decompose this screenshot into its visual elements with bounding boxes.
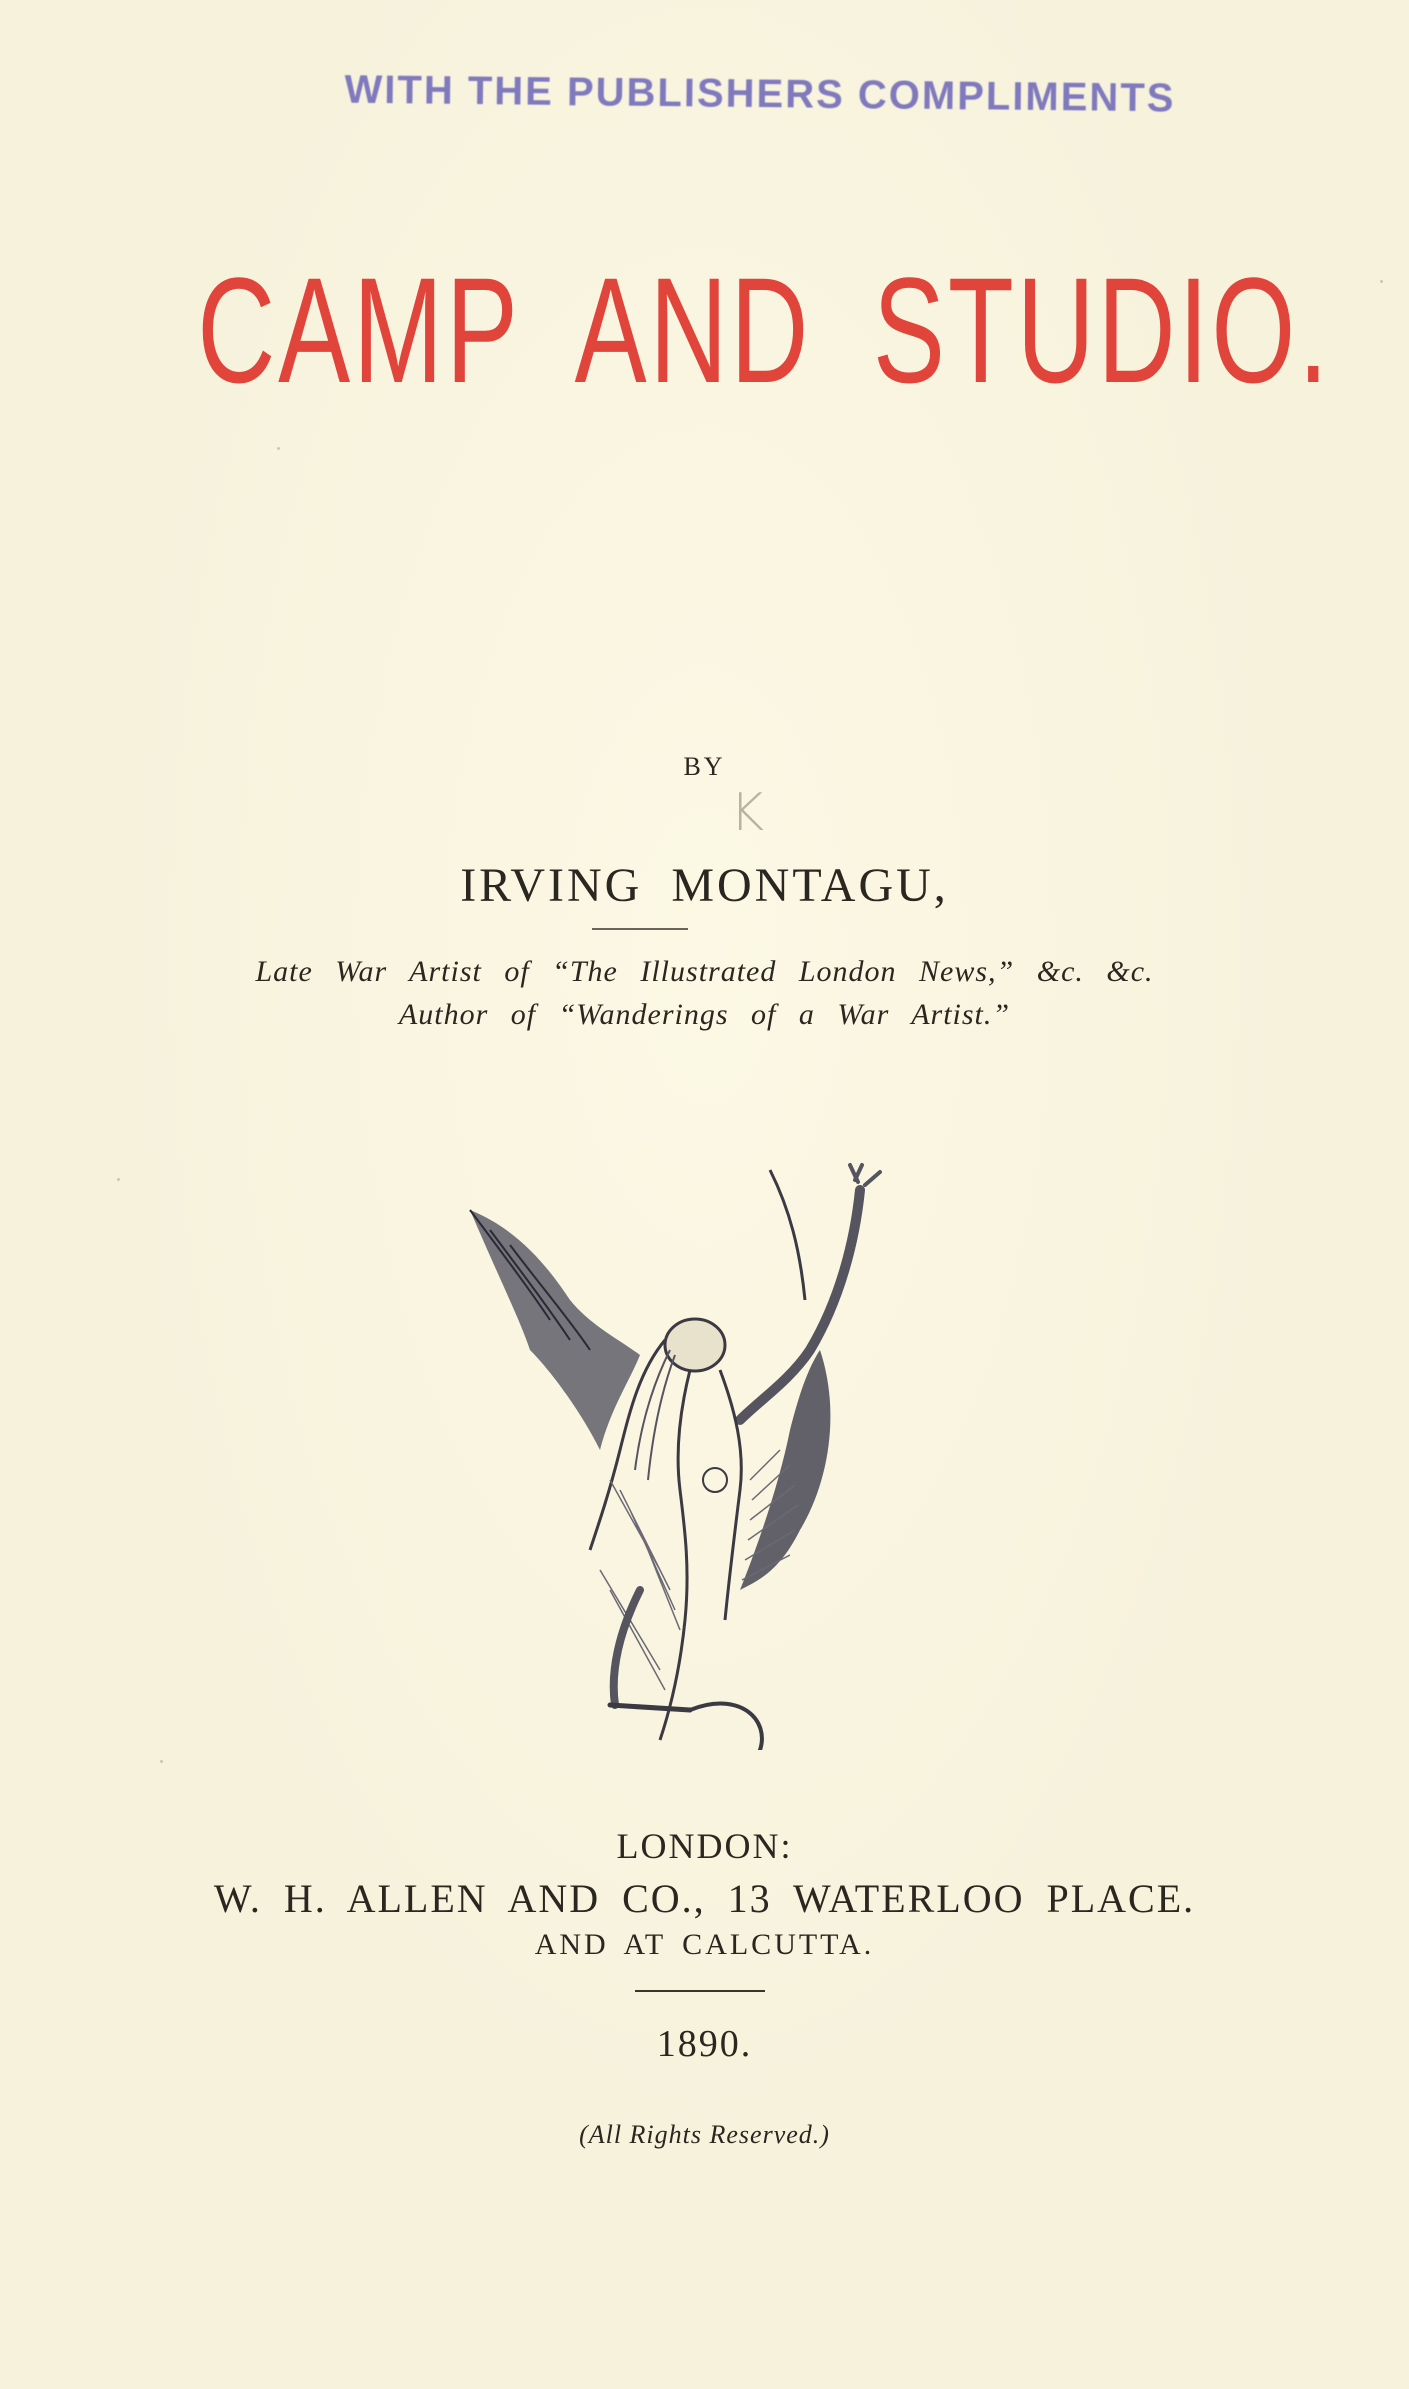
paper-speck bbox=[160, 1760, 163, 1763]
winged-figure-illustration-icon bbox=[460, 1150, 940, 1750]
paper-speck bbox=[277, 447, 280, 450]
imprint-publisher: W. H. ALLEN AND CO., 13 WATERLOO PLACE. bbox=[213, 1876, 1196, 1921]
author-underline bbox=[592, 928, 688, 930]
author-credential-2: Author of “Wanderings of a War Artist.” bbox=[398, 998, 1011, 1031]
book-title: CAMP AND STUDIO. bbox=[197, 246, 1332, 414]
imprint-rule bbox=[635, 1990, 765, 1992]
pencil-mark-icon bbox=[722, 782, 782, 842]
publisher-stamp: WITH THE PUBLISHERS COMPLIMENTS bbox=[344, 67, 1176, 121]
paper-speck bbox=[1380, 280, 1383, 283]
imprint-secondary: AND AT CALCUTTA. bbox=[534, 1928, 875, 1961]
pencil-mark-text: K bbox=[730, 783, 765, 842]
imprint-city: LONDON: bbox=[616, 1826, 793, 1866]
paper-speck bbox=[117, 1178, 120, 1181]
rights-reserved: (All Rights Reserved.) bbox=[579, 2120, 830, 2149]
by-label: BY bbox=[683, 752, 726, 781]
author-credential-1: Late War Artist of “The Illustrated London News,” &c. &c. bbox=[255, 955, 1154, 988]
imprint-year: 1890. bbox=[656, 2023, 753, 2065]
author-name: IRVING MONTAGU, bbox=[460, 859, 949, 912]
